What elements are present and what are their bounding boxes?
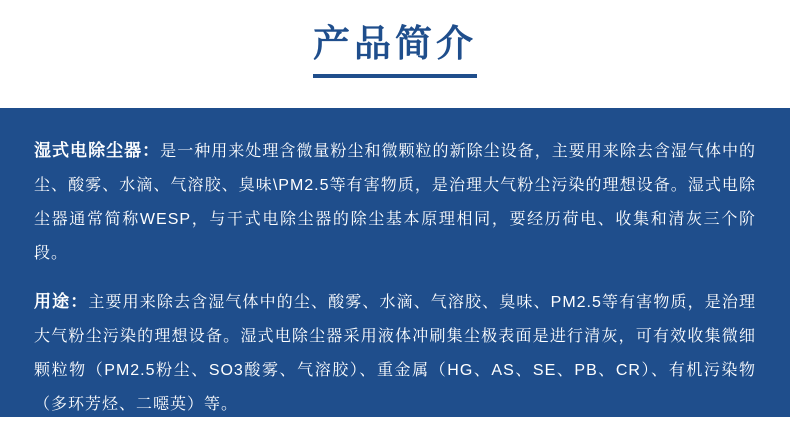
paragraph-wet-esp (34, 134, 756, 271)
paragraph-body-text: 主要用来除去含湿气体中的尘、酸雾、水滴、气溶胶、臭味、PM2.5等有害物质，是治理大气粉尘污染的理想设备。湿式电除尘器采用液体冲刷集尘极表面是进行清灰，可有效收集微细颗粒物（PM2.5粉尘、SO3酸雾、气溶胶）、重金属（HG、AS、SE、PB、CR）、有机污染物（多环芳烃、二噁英）等。 (34, 294, 757, 413)
page-title-area (0, 0, 790, 108)
content-panel (0, 108, 790, 417)
paragraph-lead-label: 用途： (34, 292, 89, 311)
paragraph-usage (34, 285, 756, 422)
page-title-wrapper (307, 22, 483, 86)
paragraph-body-text: 是一种用来处理含微量粉尘和微颗粒的新除尘设备，主要用来除去含湿气体中的尘、酸雾、水滴、气溶胶、臭味\PM2.5等有害物质，是治理大气粉尘污染的理想设备。湿式电除尘器通常简称WESP，与干式电除尘器的除尘基本原理相同，要经历荷电、收集和清灰三个阶段。 (34, 143, 756, 262)
title-underline (313, 74, 477, 78)
page-title: 产品简介 (313, 22, 477, 64)
paragraph-lead-label: 湿式电除尘器： (34, 141, 161, 160)
